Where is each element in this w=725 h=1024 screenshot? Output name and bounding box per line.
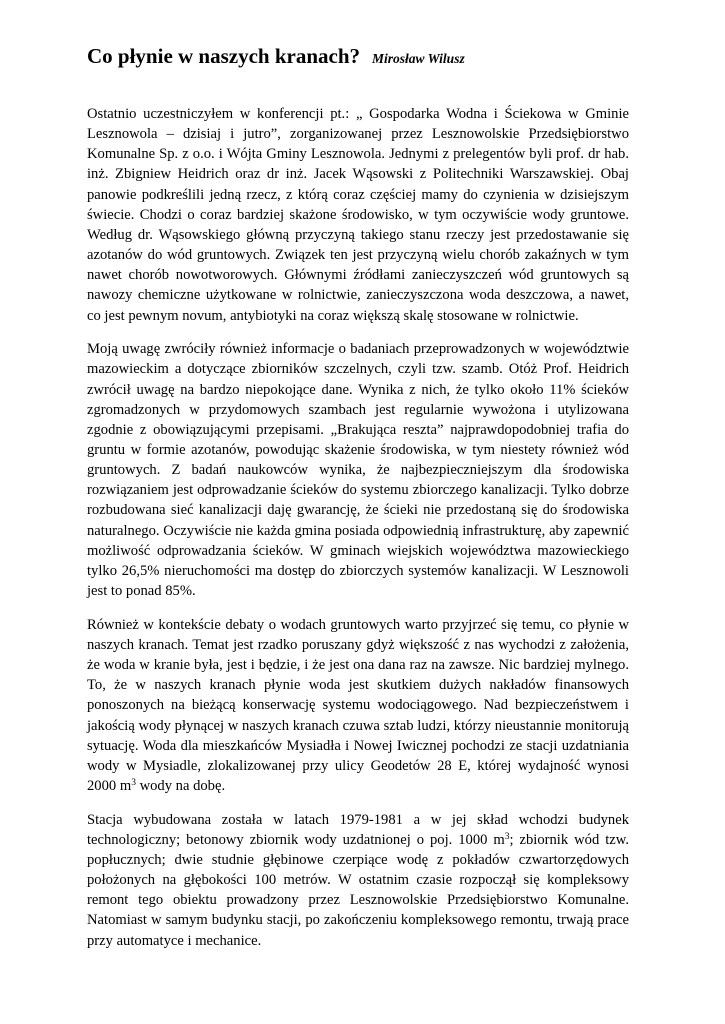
paragraph-4-tail: ; zbiornik wód tzw. popłucznych; dwie studnie głębinowe czerpiące wodę z pokładów czwartorzędowych położonych na głębokości 100 metrów. W ostatnim czasie rozpoczął się kompleksowy remont tego obiektu prowadzony przez Lesznowolskie Przedsiębiorstwo Komunalne. Natomiast w samym budynku stacji, po zakończeniu kompleksowego remontu, trwają prace przy automatyce i mechanice. — [87, 831, 629, 949]
cubic-superscript: 3 — [504, 831, 510, 842]
cubic-superscript: 3 — [131, 778, 136, 788]
paragraph-3-text: Również w kontekście debaty o wodach gruntowych warto przyjrzeć się temu, co płynie w naszych kranach. Temat jest rzadko poruszany gdyż większość z nas wychodzi z założenia, że woda w kranie była, jest i będzie, i że jest ona dana raz na zawsze. Nic bardziej mylnego. To, że w naszych kranach płynie woda jest skutkiem dużych nakładów finansowych ponoszonych na bieżącą konserwację systemu wodociągowego. Nad bezpieczeństwem i jakością wody płynącej w naszych kranach czuwa sztab ludzi, którzy nieustannie monitorują sytuację. Woda dla mieszkańców Mysiadła i Nowej Iwicznej pochodzi ze stacji uzdatniania wody w Mysiadle, zlokalizowanej przy ulicy Geodetów 28 E, której wydajność wynosi 2000 m — [87, 616, 629, 794]
article-author: Mirosław Wilusz — [372, 51, 465, 66]
article-title: Co płynie w naszych kranach? — [87, 44, 361, 68]
paragraph-4-text: Stacja wybudowana została w latach 1979-1981 a w jej skład wchodzi budynek technologiczny; betonowy zbiornik wody uzdatnionej o poj. 1000 m — [87, 811, 629, 848]
article-body — [87, 104, 629, 951]
article-heading — [87, 38, 629, 73]
paragraph-4 — [87, 810, 629, 951]
paragraph-1: Ostatnio uczestniczyłem w konferencji pt.: „ Gospodarka Wodna i Ściekowa w Gminie Lesznowola – dzisiaj i jutro”, zorganizowanej przez Lesznowolskie Przedsiębiorstwo Komunalne Sp. z o.o. i Wójta Gminy Lesznowola. Jednymi z prelegentów byli prof. dr hab. inż. Zbigniew Heidrich oraz dr inż. Jacek Wąsowski z Politechniki Warszawskiej. Obaj panowie podkreślili jedną rzecz, z którą coraz częściej mamy do czynienia w dzisiejszym świecie. Chodzi o coraz bardziej skażone środowisko, w tym oczywiście wody gruntowe. Według dr. Wąsowskiego główną przyczyną takiego stanu rzeczy jest przedostawanie się azotanów do wód gruntowych. Związek ten jest przyczyną wielu chorób zakaźnych w tym nawet chorób nowotworowych. Głównymi źródłami zanieczyszczeń wód gruntowych są nawozy chemiczne użytkowane w rolnictwie, zanieczyszczona woda deszczowa, a nawet, co jest pewnym novum, antybiotyki na coraz większą skalę stosowane w rolnictwie. — [87, 106, 629, 324]
paragraph-2: Moją uwagę zwróciły również informacje o badaniach przeprowadzonych w województwie mazowieckim a dotyczące zbiorników szczelnych, czyli tzw. szamb. Otóż Prof. Heidrich zwrócił uwagę na bardzo niepokojące dane. Wynika z nich, że tylko około 11% ścieków zgromadzonych w przydomowych szambach jest regularnie wywożona i utylizowana zgodnie z obowiązującymi przepisami. „Brakująca reszta” najprawdopodobniej trafia do gruntu w formie azotanów, powodując skażenie środowiska, w tym niestety również wód gruntowych. Z badań naukowców wynika, że najbezpieczniejszym dla środowiska rozwiązaniem jest odprowadzanie ścieków do systemu zbiorczego kanalizacji. Tylko dobrze rozbudowana sieć kanalizacji daję gwarancję, że ścieki nie przedostaną się do środowiska naturalnego. Oczywiście nie każda gmina posiada odpowiednią infrastrukturę, aby zapewnić możliwość odprowadzania ścieków. W gminach wiejskich województwa mazowieckiego tylko 26,5% nieruchomości ma dostęp do zbiorczych systemów kanalizacji. W Lesznowoli jest to ponad 85%. — [87, 341, 629, 600]
paragraph-3-tail: wody na dobę. — [135, 778, 226, 794]
paragraph-3 — [87, 615, 629, 796]
